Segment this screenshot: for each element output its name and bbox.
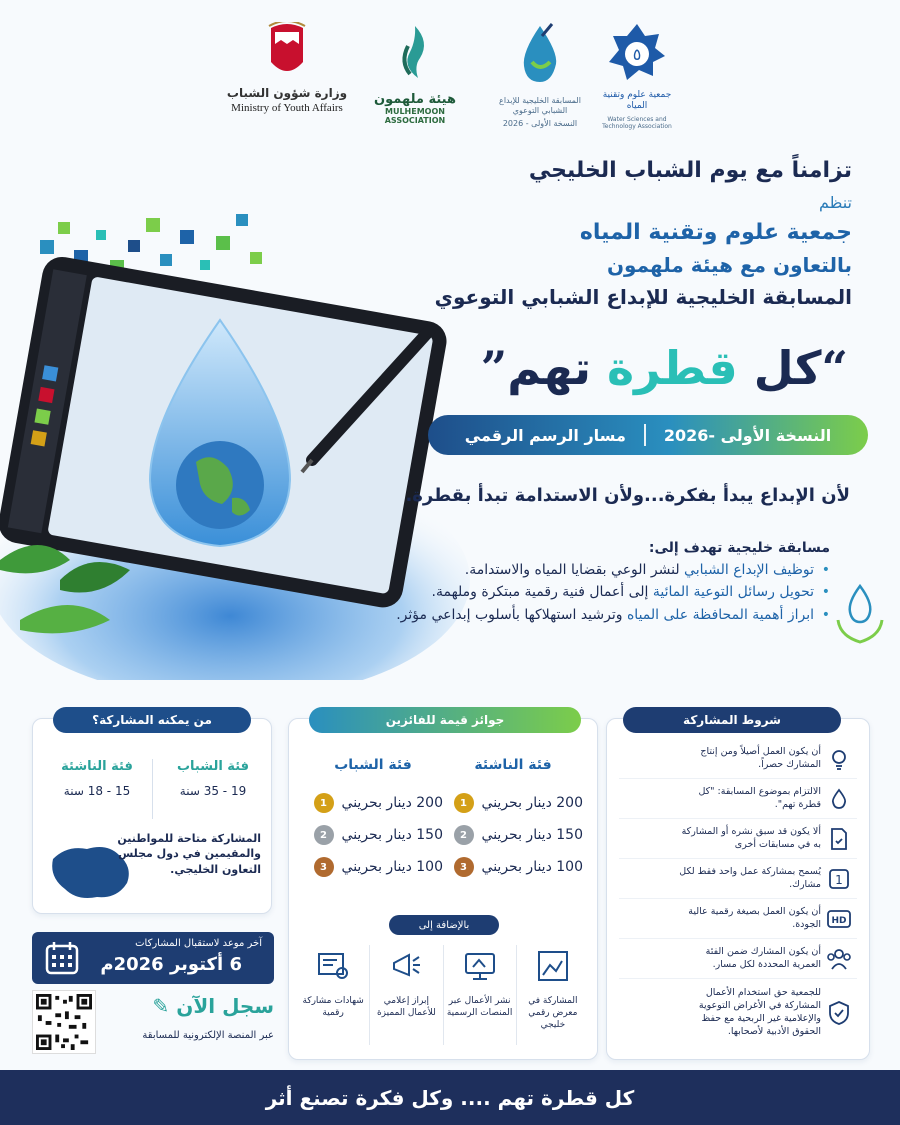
prize-row: 100 دينار بحريني 3 xyxy=(443,851,583,883)
calendar-icon xyxy=(44,940,80,976)
goals-list xyxy=(390,540,830,627)
youth-prizes-title: فئة الشباب xyxy=(334,757,412,773)
benefit-item: شهادات مشاركة رقمية xyxy=(297,945,369,1045)
water-society-en: Water Sciences and Technology Association xyxy=(602,115,672,130)
silver-medal-icon: 2 xyxy=(454,825,474,845)
benefit-item: المشاركة في معرض رقمي خليجي xyxy=(516,945,589,1045)
svg-text:٥: ٥ xyxy=(632,45,642,64)
teen-category-age: 15 - 18 سنة xyxy=(63,784,131,798)
goal-item: • تحويل رسائل التوعية المائية إلى أعمال فنية رقمية مبتكرة وملهمة. xyxy=(390,582,830,602)
hero-line-partner: بالتعاون مع هيئة ملهمون xyxy=(606,253,852,277)
water-drop-brush-icon xyxy=(512,22,568,88)
competition-name: المسابقة الخليجية للإبداع الشبابي التوعوي xyxy=(499,96,581,115)
digital-exhibition-icon xyxy=(536,949,570,983)
condition-item: للجمعية حق استخدام الأعمال المشاركة في الأغراض التوعوية والإعلامية غير الربحية مع حفظ الحقوق الأدبية لأصحابها. xyxy=(619,981,857,1045)
deadline-banner xyxy=(32,932,274,984)
certificate-icon xyxy=(316,949,350,983)
eligibility-note: المشاركة متاحة للمواطنين والمقيمين في دول مجلس التعاون الخليجي. xyxy=(117,832,261,876)
hero-line-gulf-youth-day: تزامناً مع يوم الشباب الخليجي xyxy=(528,158,852,183)
megaphone-icon xyxy=(389,949,423,983)
teen-prizes-title: فئة الناشئة xyxy=(474,757,552,773)
extra-benefits xyxy=(297,945,589,1045)
prize-row: 150 دينار بحريني 2 xyxy=(443,819,583,851)
condition-item: 1 يُسمح بمشاركة عمل واحد فقط لكل مشارك. xyxy=(619,859,857,899)
prizes-card xyxy=(288,713,598,1060)
gold-medal-icon: 1 xyxy=(454,793,474,813)
quote-close: ” xyxy=(480,341,508,395)
hands-water-drop-icon xyxy=(832,580,888,650)
prize-row: 200 دينار بحريني 1 xyxy=(443,787,583,819)
goal-item: • ابراز أهمية المحافظة على المياه وترشيد استهلاكها بأسلوب إبداعي مؤثر. xyxy=(390,605,830,625)
prizes-title: جوائز قيمة للفائزين xyxy=(309,707,581,733)
mulhemoon-logo xyxy=(360,22,470,125)
hero-line-competition: المسابقة الخليجية للإبداع الشبابي التوعوي xyxy=(434,285,852,309)
benefit-item: نشر الأعمال عبر المنصات الرسمية xyxy=(443,945,516,1045)
competition-logo xyxy=(490,22,590,129)
people-group-icon xyxy=(826,947,852,971)
register-section xyxy=(32,990,274,1060)
condition-item: أن يكون العمل أصيلاً ومن إنتاج المشارك حصراً. xyxy=(619,739,857,779)
youth-category-age: 19 - 35 سنة xyxy=(179,784,247,798)
edition-label: النسخة الأولى -2026 xyxy=(663,425,832,445)
svg-text:HD: HD xyxy=(831,915,847,926)
conditions-card xyxy=(606,713,870,1060)
teen-category xyxy=(47,759,147,798)
hero-line-organizes: تنظم xyxy=(818,193,852,212)
bahrain-emblem-icon xyxy=(265,22,309,82)
monitor-publish-icon xyxy=(463,949,497,983)
register-now-button[interactable]: سجل الآن ✎ xyxy=(152,994,274,1018)
tagline: لأن الإبداع يبدأ بفكرة...ولأن الاستدامة تبدأ بقطرة. xyxy=(405,485,850,506)
prize-row: 200 دينار بحريني 1 xyxy=(303,787,443,819)
prize-row: 150 دينار بحريني 2 xyxy=(303,819,443,851)
condition-item: HD أن يكون العمل بصيغة رقمية عالية الجودة. xyxy=(619,899,857,939)
lightbulb-icon xyxy=(827,747,851,771)
campaign-word-3: تهم xyxy=(507,341,591,395)
campaign-word-2: قطرة xyxy=(607,341,738,395)
water-society-star-icon xyxy=(607,22,667,82)
youth-ministry-en: Ministry of Youth Affairs xyxy=(231,102,343,114)
youth-ministry-ar: وزارة شؤون الشباب xyxy=(226,86,348,100)
mulhemoon-mark-icon xyxy=(390,22,440,88)
youth-category-title: فئة الشباب xyxy=(176,759,250,774)
campaign-title xyxy=(388,341,848,395)
who-can-participate-card xyxy=(32,713,272,914)
condition-item: أن يكون المشارك ضمن الفئة العمرية المحددة لكل مسار. xyxy=(619,939,857,979)
edit-pencil-icon: ✎ xyxy=(152,994,170,1018)
quote-open: “ xyxy=(821,341,848,395)
deadline-label: آخر موعد لاستقبال المشاركات xyxy=(135,938,262,949)
campaign-word-1: كل xyxy=(753,341,822,395)
youth-prizes xyxy=(303,757,443,883)
goal-item: • توظيف الإبداع الشبابي لنشر الوعي بقضايا المياه والاستدامة. xyxy=(390,560,830,580)
youth-ministry-logo xyxy=(222,22,352,114)
category-divider xyxy=(152,759,153,819)
number-one-icon xyxy=(827,867,851,891)
bronze-medal-icon: 3 xyxy=(314,857,334,877)
shield-check-icon xyxy=(827,1000,851,1026)
track-label: مسار الرسم الرقمي xyxy=(464,425,626,445)
youth-category xyxy=(163,759,263,798)
benefit-item: إبراز إعلامي للأعمال المميزة xyxy=(369,945,442,1045)
qr-code[interactable] xyxy=(32,990,96,1054)
document-check-icon xyxy=(827,827,851,851)
hero-line-society: جمعية علوم وتقنية المياه xyxy=(579,220,852,245)
prize-row: 100 دينار بحريني 3 xyxy=(303,851,443,883)
competition-edition: النسخة الأولى - 2026 xyxy=(502,119,578,129)
who-title: من يمكنه المشاركة؟ xyxy=(53,707,251,733)
water-society-logo xyxy=(592,22,682,130)
register-platform-note: عبر المنصة الإلكترونية للمسابقة xyxy=(142,1030,274,1041)
svg-text:1: 1 xyxy=(835,872,843,887)
teen-category-title: فئة الناشئة xyxy=(61,759,133,774)
mulhemoon-ar: هيئة ملهمون xyxy=(374,92,456,107)
in-addition-pill: بالإضافة إلى xyxy=(389,915,499,935)
goals-title: مسابقة خليجية تهدف إلى: xyxy=(648,540,830,556)
conditions-title: شروط المشاركة xyxy=(623,707,841,733)
mulhemoon-en: MULHEMOON ASSOCIATION xyxy=(384,107,446,125)
water-society-ar: جمعية علوم وتقنية المياه xyxy=(602,90,672,111)
silver-medal-icon: 2 xyxy=(314,825,334,845)
hero-text xyxy=(332,158,852,309)
logo-bar xyxy=(0,22,900,142)
condition-item: ألا يكون قد سبق نشره أو المشاركة به في مسابقات أخرى xyxy=(619,819,857,859)
hd-quality-icon xyxy=(826,907,852,931)
edition-track-pill xyxy=(428,415,868,455)
water-drop-icon xyxy=(827,787,851,811)
gold-medal-icon: 1 xyxy=(314,793,334,813)
footer-slogan: كل قطرة تهم .... وكل فكرة تصنع أثر xyxy=(0,1070,900,1125)
pill-separator xyxy=(644,424,646,446)
teen-prizes xyxy=(443,757,583,883)
bronze-medal-icon: 3 xyxy=(454,857,474,877)
deadline-date: 6 أكتوبر 2026م xyxy=(100,954,242,975)
condition-item: الالتزام بموضوع المسابقة: "كل قطرة تهم". xyxy=(619,779,857,819)
